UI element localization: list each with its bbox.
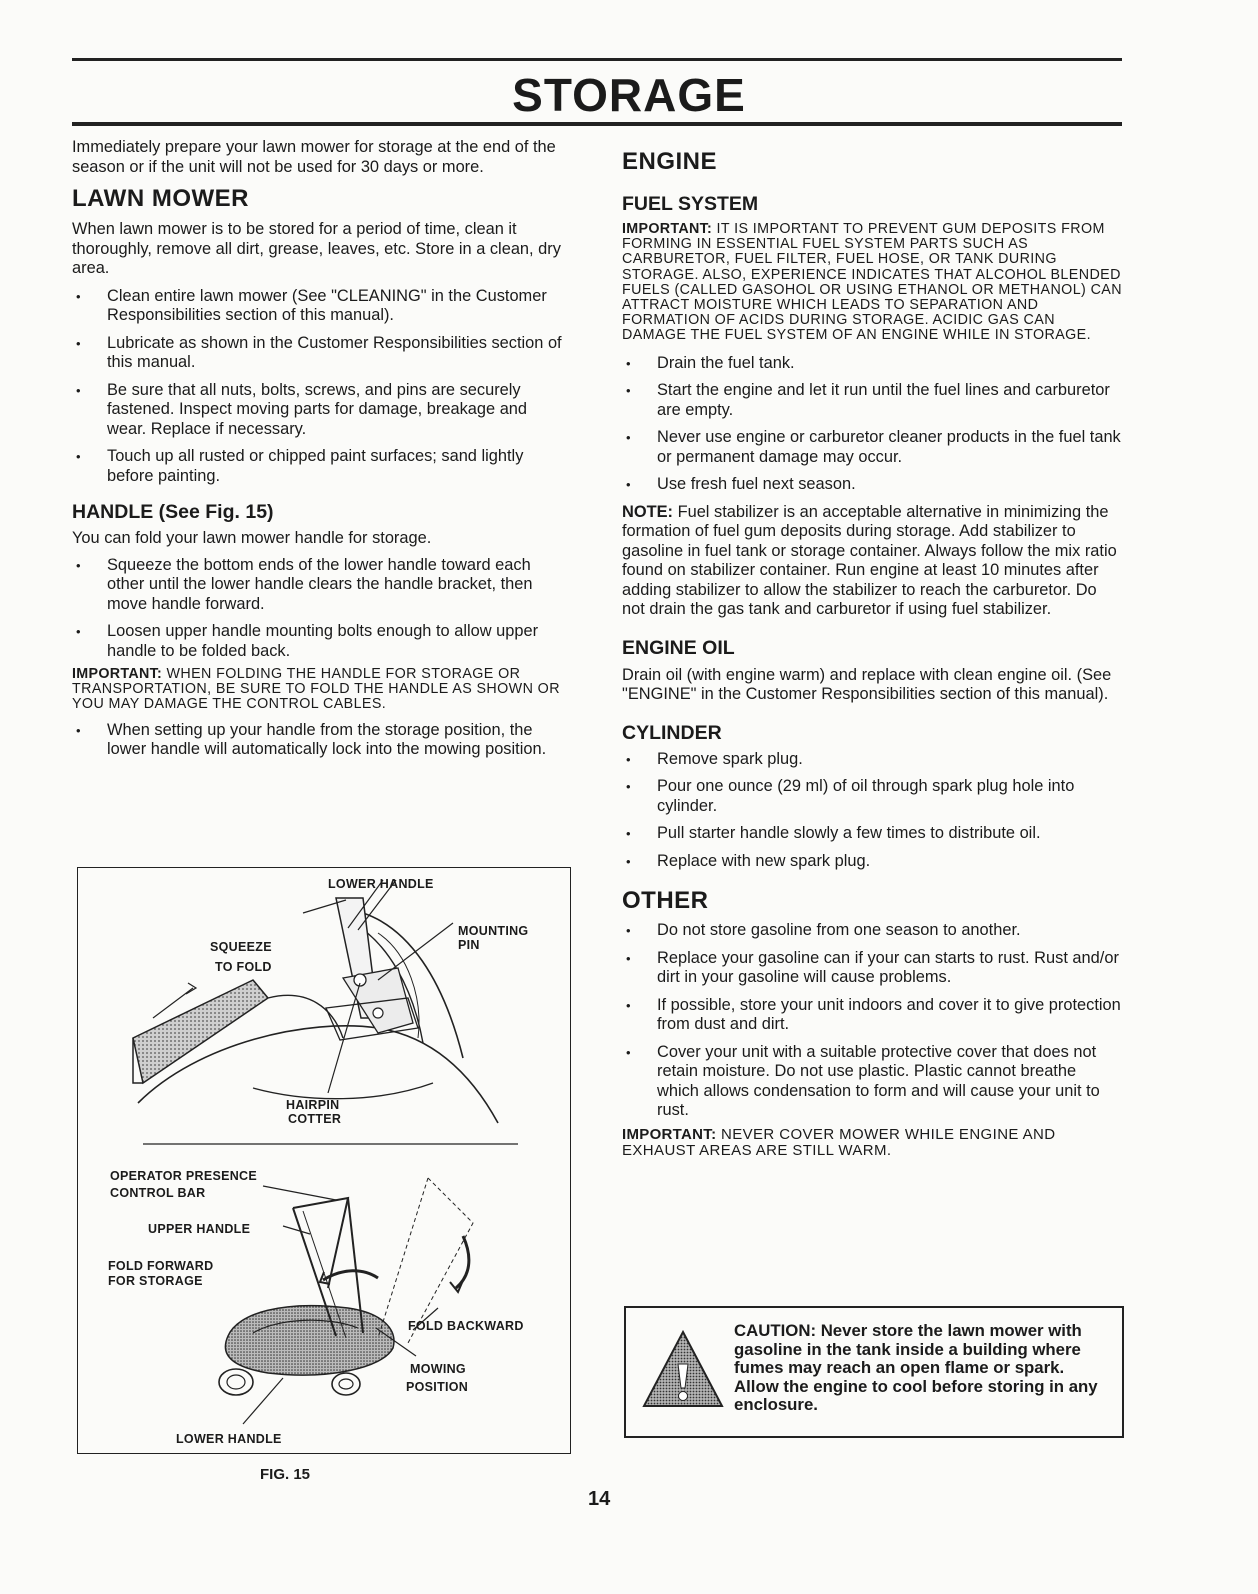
label-control-bar: CONTROL BAR	[110, 1186, 206, 1200]
label-for-storage: FOR STORAGE	[108, 1274, 203, 1288]
list-item: • Drain the fuel tank.	[622, 354, 1122, 374]
label-fold-backward: FOLD BACKWARD	[408, 1319, 524, 1333]
page-title: STORAGE	[512, 69, 746, 121]
important-text: NEVER COVER MOWER WHILE ENGINE AND EXHAUST AREAS ARE STILL WARM.	[622, 1125, 1056, 1159]
important-label: IMPORTANT:	[72, 666, 163, 682]
list-item: • Pull starter handle slowly a few times to distribute oil.	[622, 824, 1122, 844]
list-item: • Pour one ounce (29 ml) of oil through spark plug hole into cylinder.	[622, 777, 1122, 816]
right-column	[622, 148, 1122, 1159]
label-hairpin: HAIRPIN	[286, 1098, 340, 1112]
handle-important	[72, 667, 570, 713]
label-lower-handle-bottom: LOWER HANDLE	[176, 1432, 282, 1446]
list-item: • Replace your gasoline can if your can starts to rust. Rust and/or dirt in your gasoline will cause problems.	[622, 949, 1122, 988]
other-heading: OTHER	[622, 887, 709, 915]
label-to-fold: TO FOLD	[215, 960, 272, 974]
mower-handle-illustration	[78, 868, 570, 1453]
other-list	[622, 921, 1122, 1121]
page-number: 14	[588, 1488, 611, 1510]
fuel-list	[622, 354, 1122, 495]
important-label: IMPORTANT:	[622, 221, 713, 237]
label-mowing: MOWING	[410, 1362, 466, 1376]
note-label: NOTE:	[622, 502, 673, 521]
list-item: • Lubricate as shown in the Customer Responsibilities section of this manual.	[72, 334, 570, 373]
list-item: • Cover your unit with a suitable protective cover that does not retain moisture. Do not use plastic. Plastic cannot breathe which allows condensation to form and will cause your unit to rust.	[622, 1043, 1122, 1121]
engine-oil-heading: ENGINE OIL	[622, 636, 735, 659]
title-rule	[72, 122, 1122, 126]
caution-text: CAUTION: Never store the lawn mower with gasoline in the tank inside a building where fumes may reach an open flame or spark. Allow the engine to cool before storing in any enclosure.	[734, 1321, 1098, 1415]
handle-heading: HANDLE (See Fig. 15)	[72, 501, 274, 523]
list-item: • Use fresh fuel next season.	[622, 475, 1122, 495]
fuel-important	[622, 222, 1122, 344]
important-text: IT IS IMPORTANT TO PREVENT GUM DEPOSITS FROM FORMING IN ESSENTIAL FUEL SYSTEM PARTS SUCH AS CARBURETOR, FUEL FILTER, FUEL HOSE, OR TANK DURING STORAGE. ALSO, EXPERIENCE INDICATES THAT ALCOHOL BLENDED FUELS (CALLED GASOHOL OR USING ETHANOL OR METHANOL) CAN ATTRACT MOISTURE WHICH LEADS TO SEPARATION AND FORMATION OF ACIDS DURING STORAGE. ACIDIC GAS CAN DAMAGE THE FUEL SYSTEM OF AN ENGINE WHILE IN STORAGE.	[622, 221, 1122, 344]
fuel-system-heading: FUEL SYSTEM	[622, 193, 759, 215]
cylinder-list	[622, 750, 1122, 872]
label-mounting: MOUNTING	[458, 924, 529, 938]
handle-text: You can fold your lawn mower handle for storage.	[72, 529, 432, 547]
top-rule	[72, 58, 1122, 61]
label-lower-handle-top: LOWER HANDLE	[328, 877, 434, 891]
important-label: IMPORTANT:	[622, 1125, 717, 1143]
label-upper-handle: UPPER HANDLE	[148, 1222, 251, 1236]
note-text: Fuel stabilizer is an acceptable alternative in minimizing the formation of fuel gum deposits during storage. Add stabilizer to gasoline in fuel tank or storage container. Always follow the mix ratio found on stabilizer container. Run engine at least 10 minutes after adding stabilizer to allow the stabilizer to reach the carburetor. Do not drain the gas tank and carburetor if using fuel stabilizer.	[622, 502, 1117, 619]
list-item: • Squeeze the bottom ends of the lower handle toward each other until the lower handle clears the handle bracket, then move handle forward.	[72, 556, 570, 615]
left-column	[72, 138, 570, 760]
lawn-mower-list	[72, 287, 570, 487]
label-position: POSITION	[406, 1380, 469, 1394]
list-item: • Remove spark plug.	[622, 750, 1122, 770]
other-important	[622, 1127, 1122, 1159]
list-item: • If possible, store your unit indoors and cover it to give protection from dust and dirt.	[622, 996, 1122, 1035]
list-item: • Loosen upper handle mounting bolts enough to allow upper handle to be folded back.	[72, 622, 570, 661]
label-squeeze: SQUEEZE	[210, 940, 272, 954]
engine-heading: ENGINE	[622, 148, 718, 175]
engine-oil-text: Drain oil (with engine warm) and replace with clean engine oil. (See "ENGINE" in the Customer Responsibilities section of this manual).	[622, 665, 1112, 704]
figure-caption: FIG. 15	[260, 1466, 311, 1483]
label-cotter: COTTER	[288, 1112, 342, 1126]
list-item: • Do not store gasoline from one season to another.	[622, 921, 1122, 941]
warning-triangle-icon	[638, 1318, 728, 1428]
important-text: WHEN FOLDING THE HANDLE FOR STORAGE OR TRANSPORTATION, BE SURE TO FOLD THE HANDLE AS SHOWN OR YOU MAY DAMAGE THE CONTROL CABLES.	[72, 666, 560, 713]
label-fold-forward: FOLD FORWARD	[108, 1259, 214, 1273]
label-operator-presence: OPERATOR PRESENCE	[110, 1169, 258, 1183]
lawn-mower-heading: LAWN MOWER	[72, 185, 249, 212]
handle-list	[72, 556, 570, 662]
list-item: • Be sure that all nuts, bolts, screws, and pins are securely fastened. Inspect moving parts for damage, breakage and wear. Replace if necessary.	[72, 381, 570, 440]
list-item: • Touch up all rusted or chipped paint surfaces; sand lightly before painting.	[72, 447, 570, 486]
list-item: • Never use engine or carburetor cleaner products in the fuel tank or permanent damage may occur.	[622, 428, 1122, 467]
lawn-mower-text: When lawn mower is to be stored for a period of time, clean it thoroughly, remove all dirt, grease, leaves, etc. Store in a clean, dry area.	[72, 220, 561, 277]
figure-15	[77, 867, 571, 1454]
caution-box	[624, 1306, 1124, 1438]
intro-text: Immediately prepare your lawn mower for storage at the end of the season or if the unit will not be used for 30 days or more.	[72, 138, 556, 176]
list-item: • Clean entire lawn mower (See "CLEANING" in the Customer Responsibilities section of this manual).	[72, 287, 570, 326]
list-item: • When setting up your handle from the storage position, the lower handle will automatically lock into the mowing position.	[72, 721, 570, 760]
list-item: • Start the engine and let it run until the fuel lines and carburetor are empty.	[622, 381, 1122, 420]
fuel-note	[622, 503, 1122, 620]
cylinder-heading: CYLINDER	[622, 721, 722, 744]
label-pin: PIN	[458, 938, 480, 952]
handle-list-2	[72, 721, 570, 760]
list-item: • Replace with new spark plug.	[622, 852, 1122, 872]
